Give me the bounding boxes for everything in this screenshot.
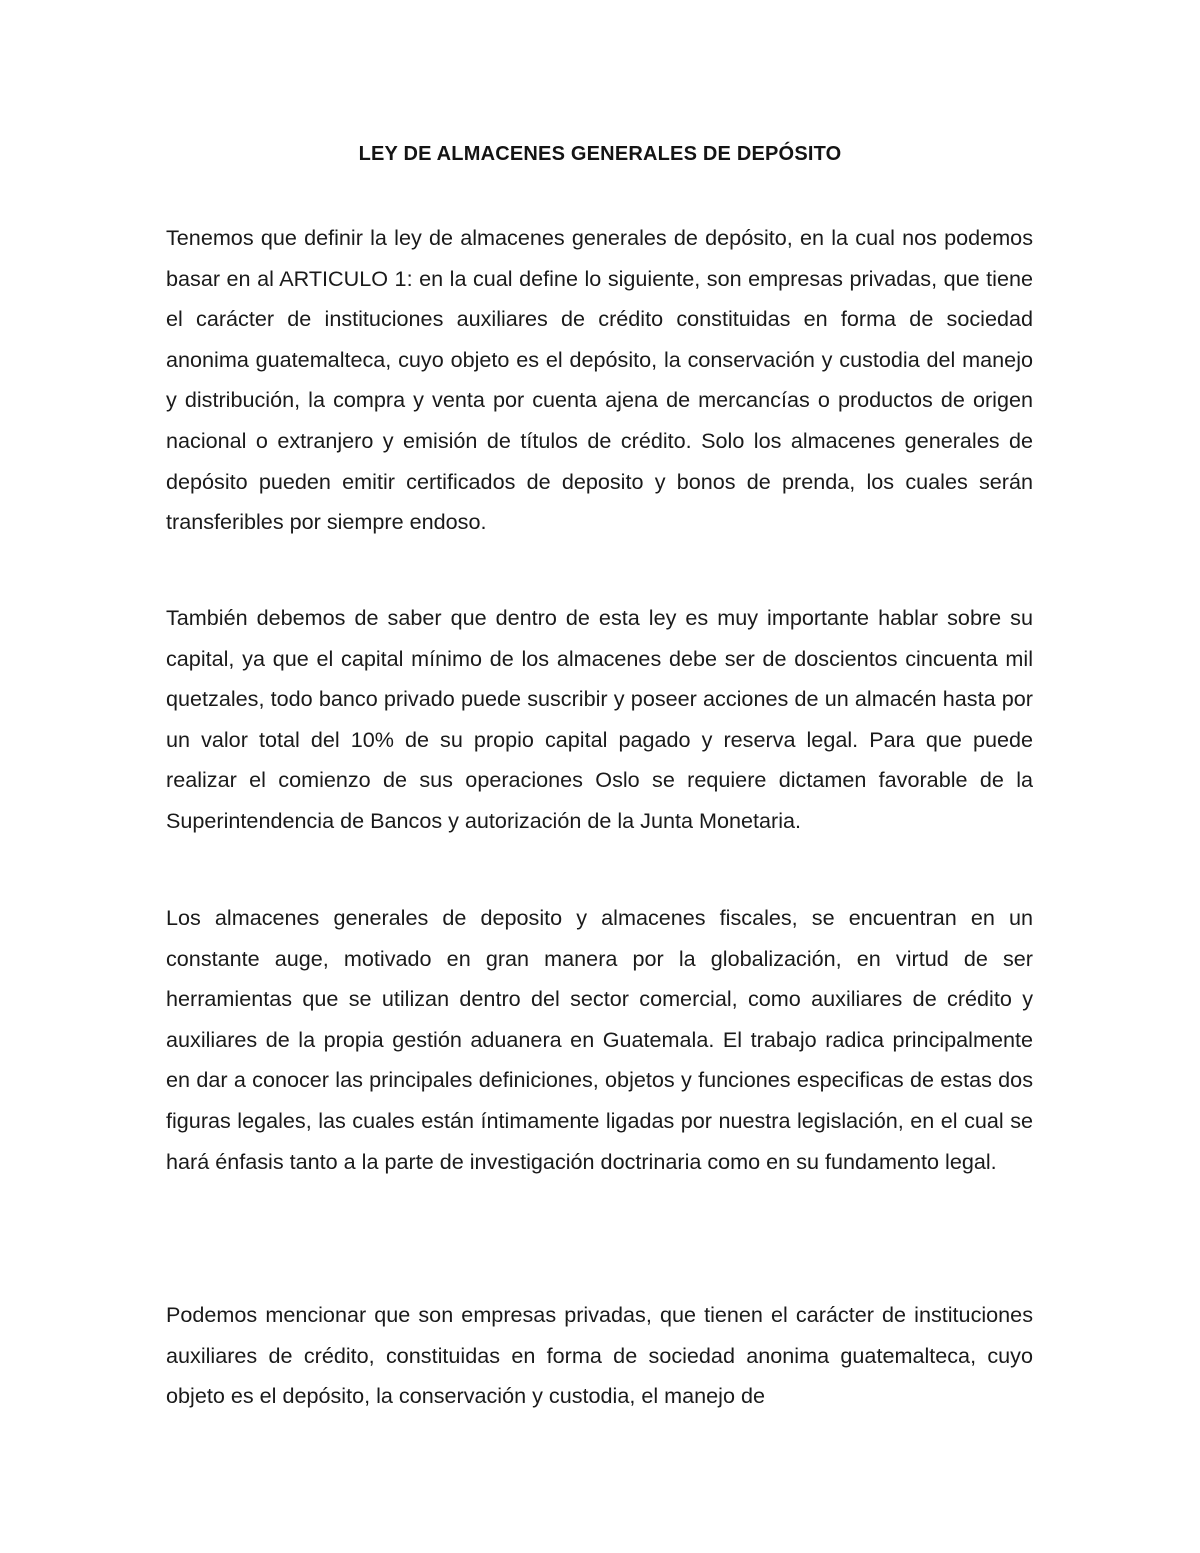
paragraph-1: Tenemos que definir la ley de almacenes generales de depósito, en la cual nos podemos basar en al ARTICULO 1: en la cual define lo siguiente, son empresas privadas, que tiene el carácter de instituciones auxiliares de crédito constituidas en forma de sociedad anonima guatemalteca, cuyo objeto es el depósito, la conservación y custodia del manejo y distribución, la compra y venta por cuenta ajena de mercancías o productos de origen nacional o extranjero y emisión de títulos de crédito. Solo los almacenes generales de depósito pueden emitir certificados de deposito y bonos de prenda, los cuales serán transferibles por siempre endoso. — [166, 225, 1033, 535]
paragraph-4: Podemos mencionar que son empresas privadas, que tienen el carácter de instituciones auxiliares de crédito, constituidas en forma de sociedad anonima guatemalteca, cuyo objeto es el depósito, la conservación y custodia, el manejo de — [166, 1302, 1033, 1409]
document-title: LEY DE ALMACENES GENERALES DE DEPÓSITO — [358, 143, 842, 165]
paragraph-2: También debemos de saber que dentro de esta ley es muy importante hablar sobre su capital, ya que el capital mínimo de los almacenes debe ser de doscientos cincuenta mil quetzales, todo banco privado puede suscribir y poseer acciones de un almacén hasta por un valor total del 10% de su propio capital pagado y reserva legal. Para que puede realizar el comienzo de sus operaciones Oslo se requiere dictamen favorable de la Superintendencia de Bancos y autorización de la Junta Monetaria. — [166, 605, 1033, 833]
paragraph-3: Los almacenes generales de deposito y almacenes fiscales, se encuentran en un constante auge, motivado en gran manera por la globalización, en virtud de ser herramientas que se utilizan dentro del sector comercial, como auxiliares de crédito y auxiliares de la propia gestión aduanera en Guatemala. El trabajo radica principalmente en dar a conocer las principales definiciones, objetos y funciones especificas de estas dos figuras legales, las cuales están íntimamente ligadas por nuestra legislación, en el cual se hará énfasis tanto a la parte de investigación doctrinaria como en su fundamento legal. — [166, 905, 1033, 1174]
